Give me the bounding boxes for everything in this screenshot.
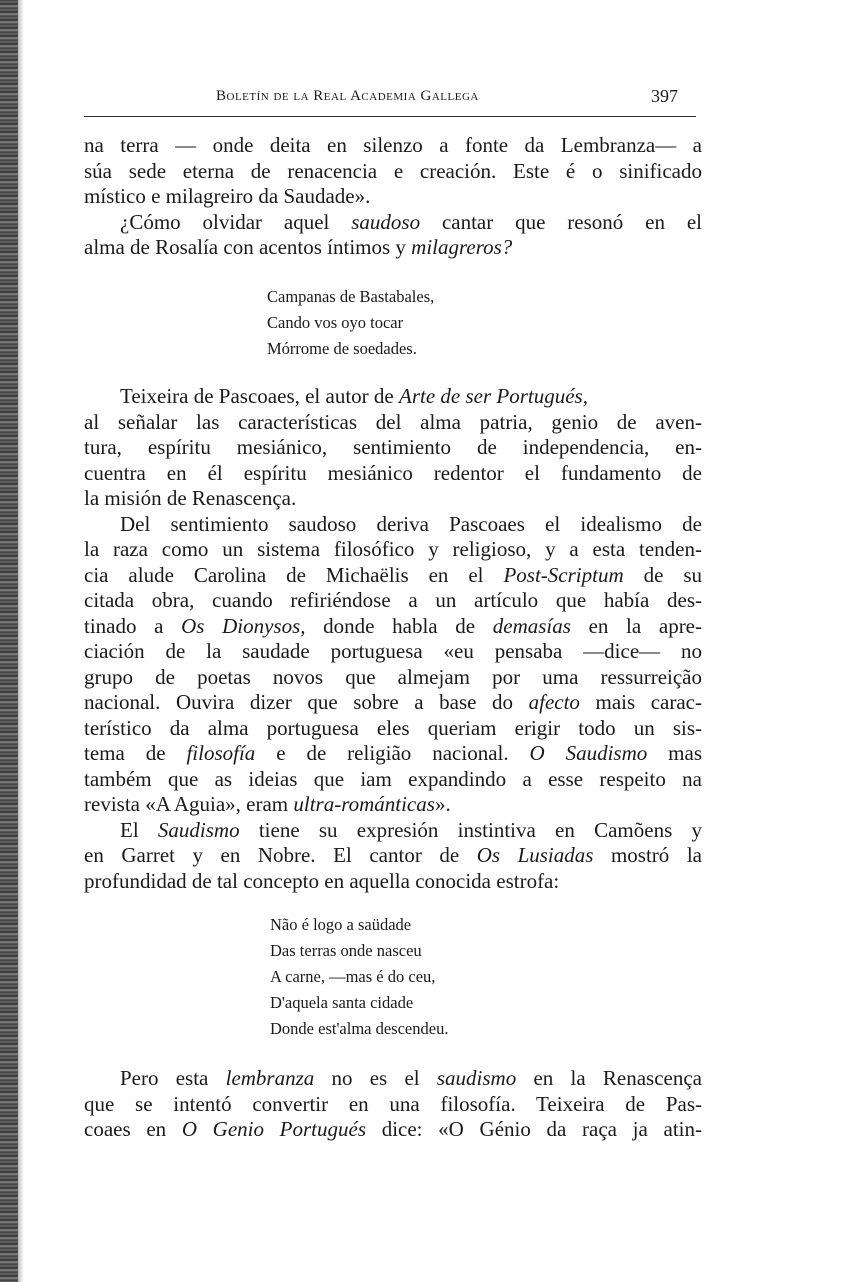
verse-line: Campanas de Bastabales, bbox=[267, 287, 435, 306]
text-line: tura, espíritu mesiánico, sentimiento de independencia, en- bbox=[84, 435, 702, 459]
verse-line: Cando vos oyo tocar bbox=[267, 313, 404, 332]
text-line: terístico da alma portuguesa eles queriam erigir todo un sis- bbox=[84, 715, 702, 740]
text-line: coaes en O Genio Portugués dice: «O Génio da raça ja atin- bbox=[84, 1117, 702, 1141]
verse-line: Donde est'alma descendeu. bbox=[270, 1019, 449, 1038]
text-line: Pero esta lembranza no es el saudismo en la Renascença bbox=[120, 1066, 702, 1090]
text-line: também que as ideias que iam expandindo a esse respeito na bbox=[84, 766, 702, 791]
text-line: Teixeira de Pascoaes, el autor de Arte de ser Portugués, bbox=[120, 384, 588, 408]
verse-line: D'aquela santa cidade bbox=[270, 993, 414, 1012]
text-line: revista «A Aguia», eram ultra-románticas». bbox=[84, 792, 451, 816]
text-line: tema de filosofía e de religião nacional. O Saudismo mas bbox=[84, 741, 702, 765]
book-binding-edge bbox=[0, 0, 18, 1282]
verse-line: Das terras onde nasceu bbox=[270, 941, 422, 960]
running-header bbox=[84, 86, 696, 117]
paragraph-6 bbox=[84, 1066, 702, 1143]
text-line: grupo de poetas novos que almejam por uma ressurreição bbox=[84, 664, 702, 689]
verse-line: A carne, —mas é do ceu, bbox=[270, 967, 436, 986]
text-line: cia alude Carolina de Michaëlis en el Post-Scriptum de su bbox=[84, 562, 703, 587]
text-line: nacional. Ouvira dizer que sobre a base do afecto mais carac- bbox=[84, 690, 702, 714]
text-line: al señalar las características del alma patria, genio de aven- bbox=[84, 409, 702, 434]
text-line: cuentra en él espíritu mesiánico redentor el fundamento de bbox=[84, 460, 702, 485]
verse-line: Não é logo a saüdade bbox=[270, 915, 412, 934]
text-line: ciación de la saudade portuguesa «eu pensaba —dice— no bbox=[84, 639, 702, 663]
text-line: El Saudismo tiene su expresión instintiva en Camõens y bbox=[120, 817, 702, 842]
text-line: na terra — onde deita en silenzo a fonte da Lembranza— a bbox=[84, 133, 702, 157]
text-line: místico e milagreiro da Saudade». bbox=[84, 184, 371, 208]
text-line: la raza como un sistema filosófico y religioso, y a esta tenden- bbox=[84, 537, 702, 561]
paragraph-1 bbox=[84, 133, 702, 261]
text-line: profundidad de tal concepto en aquella conocida estrofa: bbox=[84, 868, 560, 893]
page-number: 397 bbox=[651, 86, 678, 106]
paragraph-3 bbox=[84, 384, 702, 894]
text-line: en Garret y en Nobre. El cantor de Os Lusiadas mostró la bbox=[84, 843, 702, 867]
text-line: la misión de Renascença. bbox=[84, 486, 297, 510]
text-line: tinado a Os Dionysos, donde habla de demasías en la apre- bbox=[84, 613, 702, 638]
text-line: Del sentimiento saudoso deriva Pascoaes el idealismo de bbox=[120, 511, 702, 536]
text-line: citada obra, cuando refiriéndose a un artículo que había des- bbox=[84, 588, 702, 612]
verse-rosalia bbox=[267, 284, 434, 362]
text-line: que se intentó convertir en una filosofía. Teixeira de Pas- bbox=[84, 1091, 702, 1116]
text-line: alma de Rosalía con acentos íntimos y milagreros? bbox=[84, 235, 513, 259]
text-line: súa sede eterna de renacencia e creación. Este é o sinificado bbox=[84, 158, 702, 183]
verse-camoens bbox=[270, 912, 448, 1042]
journal-title: Boletín de la Real Academia Gallega bbox=[216, 88, 479, 104]
verse-line: Mórrome de soedades. bbox=[267, 339, 417, 358]
text-line: ¿Cómo olvidar aquel saudoso cantar que resonó en el bbox=[120, 209, 703, 234]
